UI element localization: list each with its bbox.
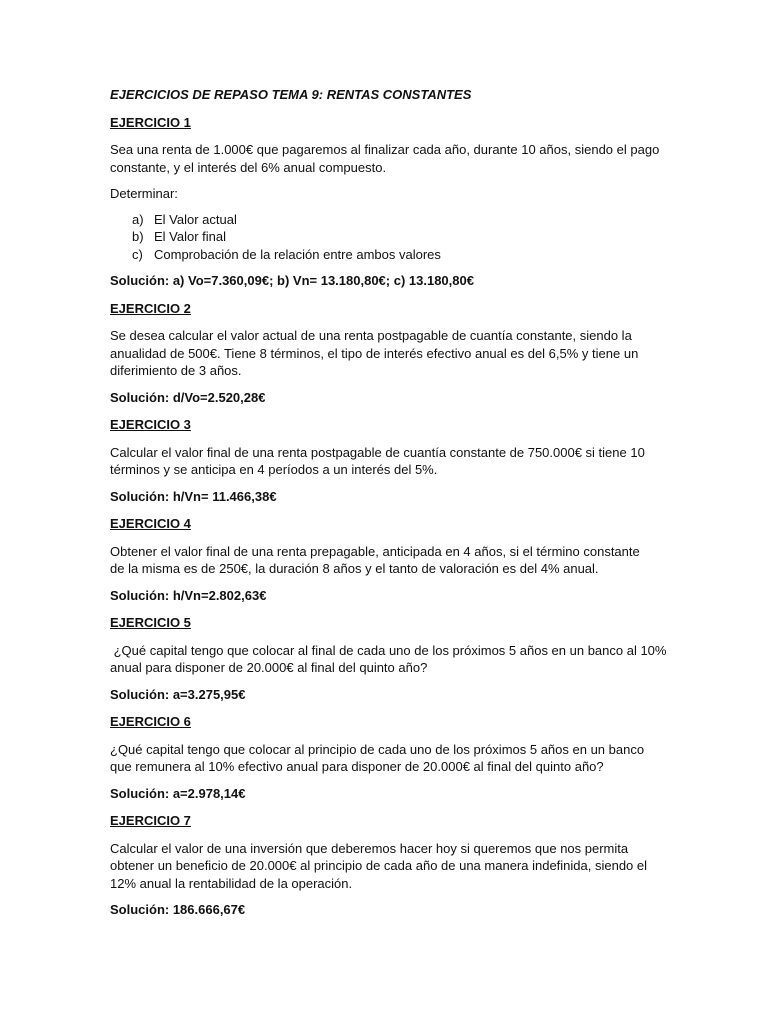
statement-line: términos y se anticipa en 4 períodos a un interés del 5%. xyxy=(110,462,438,477)
exercise-statement xyxy=(110,642,670,677)
exercise-solution: Solución: h/Vn=2.802,63€ xyxy=(110,587,267,603)
exercise-5 xyxy=(110,614,670,703)
exercise-solution: Solución: a=2.978,14€ xyxy=(110,785,246,801)
statement-line: Calcular el valor final de una renta postpagable de cuantía constante de 750.000€ si tiene 10 xyxy=(110,444,645,460)
exercise-2 xyxy=(110,300,670,407)
document-page xyxy=(110,86,670,929)
exercise-heading: EJERCICIO 5 xyxy=(110,615,191,630)
exercise-6 xyxy=(110,713,670,802)
list-item xyxy=(110,246,670,264)
list-item-marker: a) xyxy=(132,211,144,227)
exercise-solution: Solución: a) Vo=7.360,09€; b) Vn= 13.180,80€; c) 13.180,80€ xyxy=(110,273,474,288)
exercise-heading: EJERCICIO 7 xyxy=(110,813,191,828)
statement-line: obtener un beneficio de 20.000€ al principio de cada año de una manera indefinida, siendo el xyxy=(110,858,648,873)
exercise-heading: EJERCICIO 4 xyxy=(110,516,191,531)
exercise-heading: EJERCICIO 1 xyxy=(110,114,191,130)
exercise-4 xyxy=(110,515,670,604)
statement-line: constante, y el interés del 6% anual compuesto. xyxy=(110,159,387,175)
exercise-statement xyxy=(110,840,670,893)
exercise-3 xyxy=(110,416,670,505)
statement-line: 12% anual la rentabilidad de la operación. xyxy=(110,875,353,891)
statement-line: diferimiento de 3 años. xyxy=(110,363,242,378)
list-item-text: Comprobación de la relación entre ambos valores xyxy=(154,246,441,262)
exercise-statement xyxy=(110,543,670,578)
statement-line: de la misma es de 250€, la duración 8 años y el tanto de valoración es del 4% anual. xyxy=(110,561,599,576)
exercise-item-list xyxy=(110,211,670,264)
list-item-marker: b) xyxy=(132,229,144,244)
statement-line: ¿Qué capital tengo que colocar al principio de cada uno de los próximos 5 años en un banco xyxy=(110,741,645,757)
list-item-text: El Valor final xyxy=(154,229,227,244)
list-item xyxy=(110,211,670,229)
statement-line: Sea una renta de 1.000€ que pagaremos al finalizar cada año, durante 10 años, siendo el pago xyxy=(110,142,660,157)
exercise-heading: EJERCICIO 2 xyxy=(110,300,191,316)
statement-line: anual para disponer de 20.000€ al final del quinto año? xyxy=(110,660,428,675)
exercise-solution: Solución: 186.666,67€ xyxy=(110,902,246,917)
exercise-heading: EJERCICIO 3 xyxy=(110,417,191,432)
exercise-statement xyxy=(110,444,670,479)
document-title: EJERCICIOS DE REPASO TEMA 9: RENTAS CONSTANTES xyxy=(110,87,472,102)
list-item-text: El Valor actual xyxy=(154,211,237,227)
list-item-marker: c) xyxy=(132,246,143,262)
statement-line: Obtener el valor final de una renta prepagable, anticipada en 4 años, si el término constante xyxy=(110,543,640,559)
exercise-solution: Solución: d/Vo=2.520,28€ xyxy=(110,389,266,405)
statement-line: que remunera al 10% efectivo anual para disponer de 20.000€ al final del quinto año? xyxy=(110,759,604,774)
exercise-intro: Determinar: xyxy=(110,186,178,201)
list-item xyxy=(110,228,670,246)
statement-line: ¿Qué capital tengo que colocar al final de cada uno de los próximos 5 años en un banco al 10% xyxy=(110,642,667,658)
exercise-statement xyxy=(110,741,670,776)
exercise-1 xyxy=(110,114,670,290)
statement-line: anualidad de 500€. Tiene 8 términos, el tipo de interés efectivo anual es del 6,5% y tiene un xyxy=(110,345,639,361)
exercise-solution: Solución: a=3.275,95€ xyxy=(110,686,246,702)
exercise-solution: Solución: h/Vn= 11.466,38€ xyxy=(110,488,277,504)
exercise-statement xyxy=(110,327,670,380)
exercise-heading: EJERCICIO 6 xyxy=(110,714,191,729)
exercise-7 xyxy=(110,812,670,919)
statement-line: Calcular el valor de una inversión que deberemos hacer hoy si queremos que nos permita xyxy=(110,840,629,856)
statement-line: Se desea calcular el valor actual de una renta postpagable de cuantía constante, siendo la xyxy=(110,328,632,343)
exercise-statement xyxy=(110,141,670,176)
